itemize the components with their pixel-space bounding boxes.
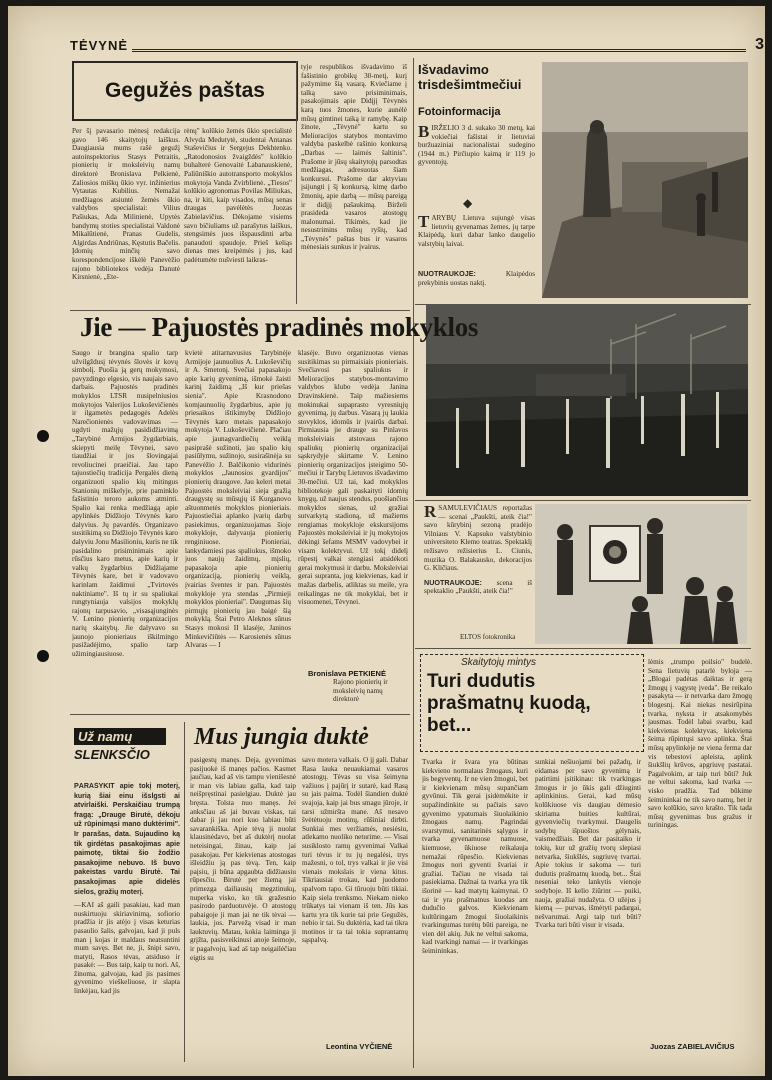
story-col-1: pasigestų manęs. Deja, gyvenimas pasijuokė iš manęs pačios. Kasmet jaučiau, kad aš vis tampu vienišesnė ir man vis labiau galla, kad taip neišpręstinai pasielgiau. Duktė jau bręsta. Tolsta nuo manęs. Jei anksčiau aš jai buvau viskas, tai dabar ji jau nori kuo labiau būti savarankiška. Apie tėvą ji nuolat klausinėdavo, bet aš duktėrį nuolat neteisingai, žinau, kaip jai pasakojau. Per kiekvienas atostogas išleidžiu ją pas tėvą. Ten, kaip paįsiu, ji būna apgaubta didžiausiu rūpesčiu. Birutė per žiemą jai primezga dailiausių megztinukų, nuperka visko, ko tik gražesnio pasirodo parduotuvėje. O atostogų pabaigoje ji man jai ne tik tėvai — laukia, jos. Parvežą visad ir man lauktuvių. Matau, kokia laiminga ji grįžta, pasisveikinusi anoje šeimoje, ir pagalvoju, kad aš tap neigailėčiau eigtis su <box>190 756 296 962</box>
theatre-dropcap: R <box>424 502 437 521</box>
story-title: Mus jungia duktė <box>194 724 369 750</box>
liberation-title-1: Išvadavimo <box>418 62 489 77</box>
binder-hole <box>37 650 49 662</box>
theatre-label-text: scena iš spektaklio „Paukšti, ateik čia!" <box>424 578 532 596</box>
theatre-text: SAMULEVIČIAUS reportažas — scenai „Paukšti, ateik čia!" savo kūrybinį sezoną pradėjo Vilniaus V. Kapsuko valstybinio universiteto Klemo teatras. Spektaklį režisavo režisierius L. Ciunis, muzika O. Balakausko, dekoracijos G. Kličiaus. <box>424 504 532 573</box>
photo-pirciupis-memorial <box>542 62 748 298</box>
photo-label-1: NUOTRAUKOJE: <box>418 269 476 278</box>
mail-col-3: tyje respublikos išvadavimo iš fašistinio grobikų 30-metį, kurį pažymime šią vasarą. Kviečiame į talką savo prisiminimais, pasakojimais apie Didįjį Tėvynės karą tuos žmones, kurie aunėlė mūsų gimtinei taiką ir ramybę. Kaip žinote, „Tėvynė" kartu su Melioracijos statybos montavimo valdyba paskelbė rašinio konkursą „Darbas — laimės šaltinis". Prašome ir jūsų skaitytojų parsodtas medžiagas, adresuotas šiam konkursui. Prašome dar aktyviau įsijungti į šį konkursą, kimę darbo žmonių, apie darbą — mūsų pareigą ir didįjį pašaukimą. Birželi prasideda vasaros atostogų malonumai. Tikimės, kad jie nesustrimins mūsų ryšių, kad „Tėvynės" paštas bus ir vasaros mėnesiais sunkus ir įvairus. <box>301 63 407 252</box>
liberation-caption-3 <box>418 270 535 287</box>
opinion-signature: Juozas ZABIELAVIČIUS <box>650 1042 735 1051</box>
column-rule <box>184 722 185 1062</box>
opinion-title <box>427 671 591 737</box>
liberation-text-3: Klaipėdos prekybinis uostas naktį. <box>418 270 535 287</box>
mail-title: Gegužės paštas <box>105 79 265 102</box>
opinion-title-line-3: bet... <box>427 715 472 736</box>
opinion-title-line-1: Turi dudutis <box>427 671 536 692</box>
story-col-2: savo motera valkais. O jį gali. Dabar Rasa lauka neuaukiamai vasaros atostogų. Tėvas su visa šeimyna važiuos į pajūrį ir sutarė, kad Rasą su jais paima. Todėl šiandien duktė svajoja, kaip jai bus smagu jūroje, ir tarsi užmiršta mane. Aš nesavo švėtėtuoju motinų, rūšiniai dirbti. Sunkiai mes veržiamės, nesiėsiu, atlekamo nuoliko neturime. — Visai susiklosto ramų gyvenimai Valkai turi tėvus ir tu jų negalėsi, trys mažesni, o tol, trys valkai ir jie visi vienais mokslais ir viena kitus. Tikriausiai trokau, kad juodomo spalvom tapo. Gi tūruoju būti tikiai. Kaip siela trenksmo. Niekam nieko trūkatys tai vienam iš ten. Jūs kas kartu yra tik kurie tai prie Gegužės, nebio ir tai. Su duktėria, kad tai tikra motinos ir ta tai tokia suprantamų sąspalvą. <box>302 756 408 945</box>
photo-label-2: NUOTRAUKOJE: <box>424 577 482 587</box>
liberation-heading <box>418 62 543 92</box>
section-rule <box>70 310 410 311</box>
opinion-title-box <box>420 654 644 752</box>
newspaper-name: TĖVYNĖ <box>70 38 129 53</box>
photo-credit: ELTOS fotokronika <box>460 633 516 641</box>
column-rule <box>296 61 297 304</box>
liberation-caption-1 <box>418 124 535 167</box>
column-badge-line-1: Už namų <box>74 728 166 745</box>
theatre-caption <box>424 504 532 596</box>
liberation-caption-2 <box>418 214 535 248</box>
intro-paragraph-2: —KAI aš gaili pasakiau, kad man nuskirtuoju skiriavinimą, sofiorio pradžia ir jis atėjo į visas keturias pasaulio šalis, galvojau, kad ji puls man į kojas ir maldaus neatsuntini mum savęs. Bet ne, ji, šnipi savo, matyti, Rasos tėvas, atsiduso ir pasakė: — Bus taip, kaip tu nori. Aš, žinoma, galvojau, kad jis pasimes gyvenimo vieškeliuose, ir slapta linkėjau, kad jis <box>74 901 180 996</box>
liberation-text-1: IRŽELIO 3 d. sukako 30 metų, kai vokiečiai fašistai ir lietuviai buržuaziniai nacionalistai sudegino (1944 m.) Pirčiupio kaimą ir 119 jo gyventojų. <box>418 124 535 167</box>
liberation-title-2: trisdešimtmečiui <box>418 77 522 92</box>
liberation-dropcap-2: T <box>418 212 430 231</box>
school-col-1: Saugo ir brangina spalio tarp užvilgždusį tėvynės šlovės ir kovų simbolį. Puošia ją gerų mokymosi, pavyzdingo elgesio, vis naujais savo darbais. Pajuostės pradinės mokyklos LTSR nusipelniusios mokytojos Valerijos Lukoševičienės ir ilgametės pedagogės Adelės Narečionienės vadovavimas — ugdyti mažųjų pasididžiavimą „Tarybinė Armijos žygdarbiais, skiepyti meilę Tėvynei, savo tiaudžiai ir jos šlovingajai revoliucinei praeičiai. Jau tapo tajuostiečių tradicija Pergalės dieną organizuoti spalio kių mitingus Stanionių miškelyje, prie paminklo fašistinio teroro aukoms atminti. Spalio kai renka medžiagą apie apylinkės Didžiojo Tėvynės karo dalyvius. Jų pavardės. Organizavo susitikimą su Didžiojo Tėvynės karo dalyviu Jonu Masilioniu, kuris ne tik pasidalino prisiminimais apie rūsčius karo metus, apie karių ir valkų žygdarbius Didžiajame Tėvynės kare, bet ir vadovavo karinlam žaidimui „Tvirtovės naktiniame". Iš tų ir su spaliukai rungtyniauja valsijos mokyklų rajonų tarpusavio, „visasąjunginės V. Lenino pionierių organizacijos narių skaitybų. Jie dalyvavo su jaunojo pionieriaus iškilmingo pasižadėjimo, spalio tarp užimingiausiuose. <box>72 349 178 658</box>
theatre-photo-image <box>535 504 747 644</box>
intro-paragraph-1: ARAŠYKIT apie tokį moterį, kurią šiai einu išslgsti ai atvirlaiški. Perskaičiau trumpą fragą: „Drauge Birutė, dėkoju už rūpinimąsi mano duktėrimi". Ir parašas, data. Sujaudino ką tik girdėtas pasakojimas apie paimotę, tiktai šio žodžio pasakojime nebuvo. Iš buvo pakeistas vardu Birutė. Tai pasakojimas apie didelės sielos, gražių moterį. <box>74 783 180 896</box>
liberation-text-2: ARYBŲ Lietuva sujungė visas lietuvių gyvenamas žemes, jų tarpe Klaipėdą, kuri dabar lanko daugelio valstybių laivai. <box>418 214 535 248</box>
opinion-col-1: Tvarka ir švara yra būtinas kiekvieno normalaus žmogaus, kuri jis begyventų. Ir ne vien žmogui, bet ir kiekvienam mūsų supančiam gyvūnui. Tik gerai įsidėmėkite ir supažindinkite su pačiais savo gyvenimo ypatumais šiuolaikinio žmogaus namų. Pagrindai svarstymui, sanitarinės sąlygos ir tvarka gyvenamuose namuose, kiemuose, ūkiuose reikalauja nemažai rūpesčio. Kiekvienas žmogus nori gyventi švariai ir gražiai. Tačiau ne visada tai pasiekiama. Dažnai ta tvarka yra tik išorinė — kad matytų kaimynai. O tai ir yra prašmatnus kuodas ant dudučio galvos. Kiekvienam kultūringam žmogui šiuolaikinis tvarkingumas turėtų būti pareiga, ne vien dėl akių. Juk ne veltui sakoma, kad tvarkingi namai — ir tvarkingas šeimininkas. <box>422 758 528 956</box>
liberation-section: Fotoinformacija <box>418 106 501 118</box>
mail-title-box <box>72 61 298 121</box>
story-signature: Leontina VYČIENĖ <box>326 1042 393 1051</box>
page-column-rule <box>413 58 414 1068</box>
school-signature-name: Bronislava PETKIENĖ <box>308 669 386 678</box>
column-badge-line-2: SLENKSČIO <box>74 747 150 762</box>
liberation-dropcap-1: B <box>418 122 430 141</box>
diamond-ornament: ◆ <box>463 196 473 210</box>
intro-text <box>74 782 180 1064</box>
binder-hole <box>37 430 49 442</box>
masthead <box>70 38 764 60</box>
opinion-col-2: sunkiai nešiuojami bei pažadų, ir eidamas per savo gyvenimą ir patirtimi įsitikinau: tik tvarkingas žmogus ir jo ūkis gali džiuginti aplinkinius. Gerai, kad mūsų kolūkiuose vis daugiau dėmesio skiriama buities kultūrai, gyvenviečių tvarkymui. Daugelis sodybų išpuoštos gėlynais, vaismedžiais. Bet dar pasitaiko ir tokių, kur už gražių tvorų slepiasi netvarka, šiukšlės, sugriuvę tvartai. Apie tokius ir sakoma — turi dudutis prašmatnų kuodą, bet... Štai neseniai teko lankytis vienoje sodyboje. Iš kelio žiūrint — puiki, nauja, gražiai nudažyta. O užėjus į kiemą — purvas, išmėtyti padargai, nešvarumai. Argi taip turi būti? Tvarka turi būti visur ir visada. <box>535 758 641 930</box>
mail-col-2: rėnų" kolūkio žemės ūkio specialistė Alvyda Medutytė, studentai Antanas Staševičius ir Sergejus Dekhtenko. „Ratodonosios žvaigždės" kolūkio buhalterė Genovaitė Labanauskienė, Paliūniškio autotransporto mokyklos mokytoja Vanda Zvirblienė. „Tiesos" kolūkio agronomas Povilas Miliukas, na, ir kiti, kaip visados, mūsų senas draugas pavėlėtės Juozas Zabielavičius. Dėkojame visiems savo bičiuliams už parašytus laiškus, stengsimės juos išspausdinti arba panaudoti spaudoje. Prieš keliąs dienas mes kreipėmės į jus, kad padėtumėte nušviesti laikras- <box>184 127 292 264</box>
school-col-3: klasėje. Buvo organizuotas vienas susitikimas su pirmaisiais pionieriais. Svečiavosi pas spaliukus ir Melioracijos statybos-montavimo valdybos klubo vedėja Janina Dravinskienė. Taip mažiesiems mokinukai supaprasto vyresniųjų gyvenimą, jų darbus. Vasarą jų laukia stovyklos, idomūs ir įvairūs darbai. Pirmiausia jie drauge su Pinlavos moksleiviais atstovaus rajono spaliukų pionierių organizacijai sąskrydyje skirtame V. Lenino pionierių organizacijos įsteigimo 50-mečiui ir Tarybų Lietuvos išvadavimo 30-mečiui. Už tai, kad mokyklos bibliotekoje gali paskaityti idomių knygų, už naujus stendus, puošiančius mokyklos sienas, už gražiai sutvarkytą stadioną, už mažiems rengiamas mokykloje ekskursijoms Pajuostės moksleiviai ir jų mokytojos dėkingi šefams MSMV vadovybei ir visam kolektyvui. Už tokį didelį rūpestį valkai stengiasi atsidėkoti gerai mokymusi ir darbu. Moksleiviai gerai supranta, jog kiekvienas, kad ir mažas darbelis, atliktas su meile, yra reikalingas ne tik mokyklai, bet ir visuomenei, Tėvynei. <box>298 349 408 607</box>
opinion-kicker: Skaitytojų mintys <box>461 657 537 668</box>
memorial-photo-image <box>542 62 748 298</box>
school-title: Jie — Pajuostės pradinės mokyklos <box>80 312 479 342</box>
section-rule <box>415 648 751 649</box>
opinion-title-line-2: prašmatnų kuodą, <box>427 693 591 714</box>
masthead-rule <box>132 49 746 52</box>
school-signature-role: Rajono pionierių ir moksleivių namų direktorė <box>333 678 388 704</box>
newspaper-page <box>8 6 765 1076</box>
intro-dropcap: P <box>74 782 79 790</box>
photo-theatre-scene <box>535 504 747 644</box>
mail-col-1: Per šį pavasario mėnesį redakcija gavo 146 skaitytojų laiškus. Daugiausia mums rašė gegužį autoinspektorius Stasys Petraitis, pionierių ir moksleivių namų direktorė Bronislava Pelkienė, Zaliosios miškų ūkio vyr. inžinierius Vytautas Kubilius. Nemažai medžiagos atsiuntė žemės ūkio valdybos specialistai: Vilius Pašiukas, Ada Milinienė, Upytės bandymų stoties specialistai Valdonė Mikalūtienė, Pranas Gudelis, Algirdas Andriūnas, Kęstutis Bačelis. Įdomių minčių savo korespondencijose iškėlė Panevėžio rajono bibliotekos vedėja Danutė Kirsnienė, „Ete- <box>72 127 180 282</box>
section-rule <box>70 714 410 715</box>
school-col-2: kvietė atitarnavusius Tarybinėje Armijoje jaunuolius A. Lukoševičių ir A. Smetonį. Svečiai papasakojo apie karių gyvenimą, išmokė žaisti karinį žaidimą „Iš kur priešas sienia". Apie Krasnodono komjaunuolių žygdarbius, apie jų priesaikos ištikimybę Didžiojo Tėvynės karo metais papasakojo mokytoja V. Lukoševičienė. Plačiau apie jaunagvardiečių veiklą pasiprašė sužinoti, jau spalio kių pasiūlymu, sužinojo, susirašinėja su Panevėžio J. Balčikonio vidurinės mokyklos „Jaunosios gvardijos" pionierių draugove. Jau keleri metai Pajuostės moksleiviai sieja gražią draugystę su mūsųjų iš Kurganovo aštuonmetės mokyklos pionieriais. Pajuostiečiai aplanko įvarių darbų pasiekimus, organizuojamas šioje mokykloje, dalyvauja pionierių renginiuose. Pionieriai, lankydamiesi pas spaliukus, išmoko juos naujų žaidimų, mįslių, papasakoja apie pionierių organizaciją, pionierių veiklą, įvairias šventes ir pan. Pajuostės mokykloje yra stendas „Pirmieji mokyklos pionieriai". Daugumas šių pirmųjų pionierių jau baigė šią mokyklą. Štai Petro Aleknos sūnus Stasys mokosi II klasėje, Janinos Minkevičiūtės — Karosienės sūnus Alvaras — I <box>185 349 291 650</box>
page-number: 3 <box>755 36 764 53</box>
column-badge <box>74 728 168 768</box>
section-rule <box>415 500 751 501</box>
opinion-col-3: lėmis „trumpo poilsio" budelė. Sena lietuvių patarlė byloja — „Blogai padėtas daiktas ir gerą žmogų į vagystę įveda". Be reikalo pasakyta — ir netvarka daro žmogų blogesnį. Kai niekas nesirūpina tvarka, nyksta ir atsakomybės jausmas. Todėl labai svarbu, kad kiekvienas kolektyvas, kiekviena šeima rūpintųsi savo aplinka. Štai mūsų apylinkėje ne viena ferma dar vis tebestovi apleista, aplink šiukšlių krūvos, apgriuvę pastatai. Pagalvokim, ar taip turi būti? Juk ne veltui sakoma, kad tvarka — visko pradžia. Tad būkime šeimininkai ne tik savo namų, bet ir savo kolūkio, savo krašto. Tik tada mūsų gyvenimas bus gražus ir turiningas. <box>648 658 752 830</box>
